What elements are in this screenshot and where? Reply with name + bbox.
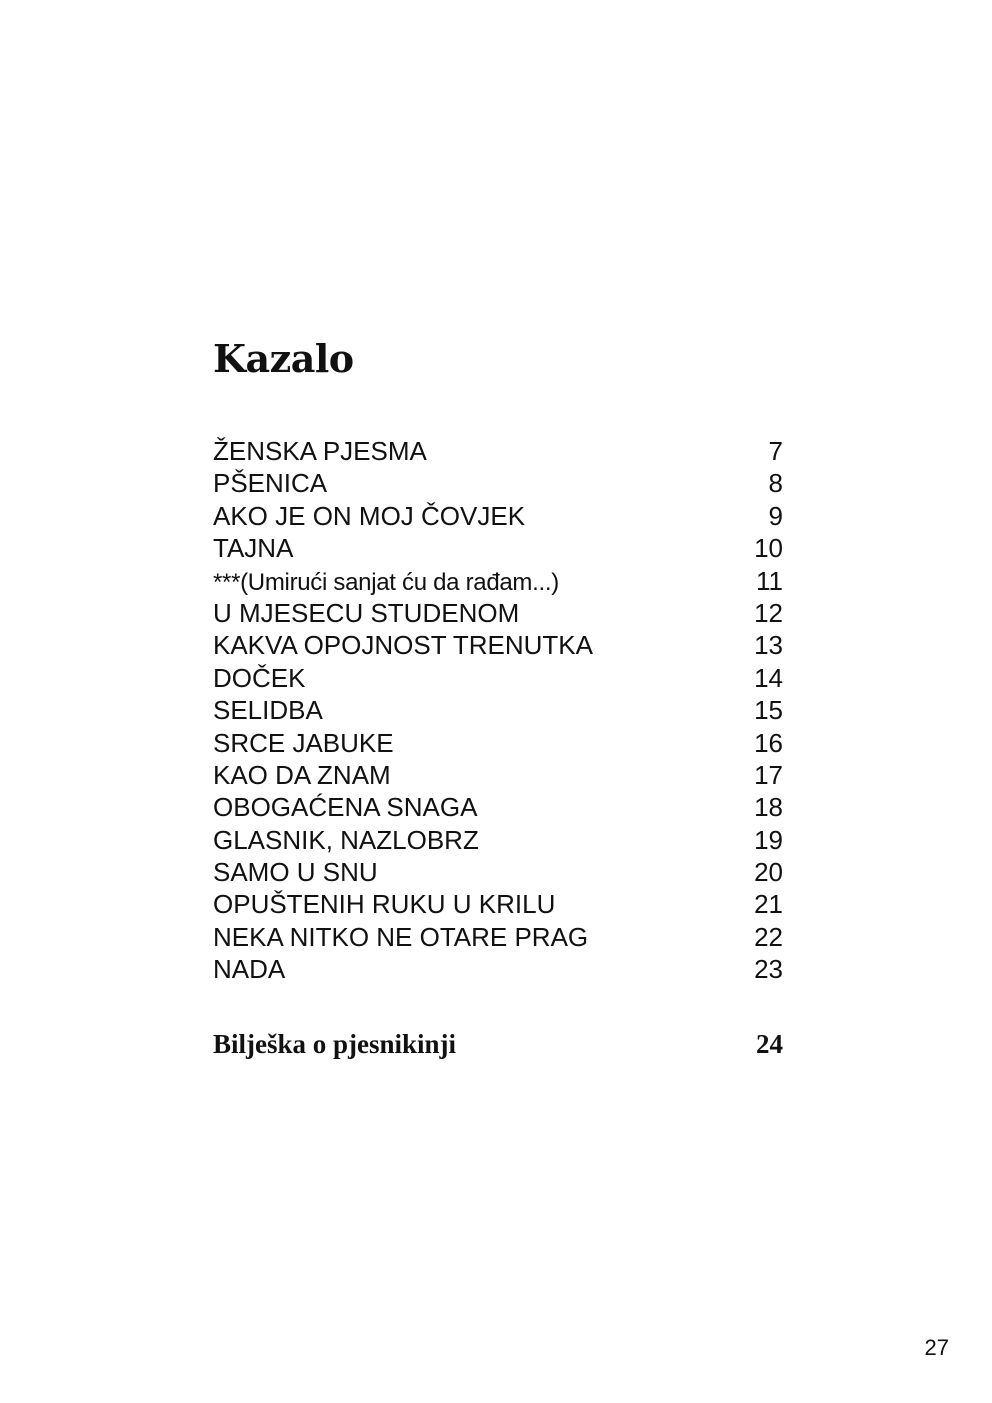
toc-entry (213, 435, 783, 467)
toc-entry-title: AKO JE ON MOJ ČOVJEK (213, 500, 526, 531)
toc-entry-title: PŠENICA (213, 468, 328, 499)
toc-entry-page: 7 (768, 436, 783, 466)
toc-entry (213, 532, 783, 564)
toc-entry-title: GLASNIK, NAZLOBRZ (213, 824, 479, 855)
author-note-entry (213, 1026, 783, 1062)
toc-entry-page: 16 (754, 727, 783, 758)
toc-entry (213, 856, 783, 888)
toc-entry (213, 953, 783, 985)
toc-entry (213, 565, 783, 597)
author-note-page: 24 (756, 1029, 783, 1059)
toc-entry-title: DOČEK (213, 662, 306, 693)
toc-entry-page: 17 (754, 759, 783, 790)
toc-entry-page: 8 (768, 468, 783, 499)
toc-entry (213, 727, 783, 759)
toc-entry-title: ŽENSKA PJESMA (213, 436, 427, 466)
toc-entry-page: 18 (754, 792, 783, 823)
toc-entry-title: OPUŠTENIH RUKU U KRILU (213, 889, 556, 920)
toc-entry-title: OBOGAĆENA SNAGA (213, 792, 478, 823)
toc-entry-title: SAMO U SNU (213, 857, 378, 888)
toc-entry-page: 15 (754, 695, 783, 726)
table-of-contents (213, 435, 783, 986)
toc-entry-page: 22 (754, 921, 783, 952)
toc-entry-title: NEKA NITKO NE OTARE PRAG (213, 921, 589, 952)
toc-entry-page: 14 (754, 662, 783, 693)
page-number: 27 (924, 1335, 949, 1360)
toc-entry-page: 23 (754, 954, 783, 985)
toc-entry-title: ***(Umirući sanjat ću da rađam...) (213, 568, 559, 596)
toc-entry (213, 662, 783, 694)
toc-entry-title: TAJNA (213, 533, 294, 564)
toc-entry (213, 597, 783, 629)
toc-entry-page: 12 (754, 597, 783, 628)
author-note-title: Bilješka o pjesnikinji (213, 1029, 457, 1059)
toc-entry (213, 500, 783, 532)
toc-entry-page: 20 (754, 857, 783, 888)
toc-entry-title: KAKVA OPOJNOST TRENUTKA (213, 630, 593, 661)
toc-entry-title: KAO DA ZNAM (213, 759, 391, 790)
toc-entry-page: 13 (754, 630, 783, 661)
toc-entry (213, 759, 783, 791)
toc-entry (213, 694, 783, 726)
toc-entry (213, 888, 783, 920)
toc-entry (213, 824, 783, 856)
toc-entry (213, 921, 783, 953)
toc-entry-page: 10 (754, 533, 783, 564)
toc-entry (213, 629, 783, 661)
page-title: Kazalo (213, 336, 354, 381)
toc-entry-title: NADA (213, 954, 286, 985)
toc-entry-title: SRCE JABUKE (213, 727, 394, 758)
toc-entry (213, 791, 783, 823)
toc-entry (213, 467, 783, 499)
toc-entry-page: 21 (754, 889, 783, 920)
toc-entry-page: 11 (756, 565, 783, 596)
toc-entry-page: 9 (768, 500, 783, 531)
toc-entry-title: SELIDBA (213, 695, 323, 726)
toc-entry-page: 19 (754, 824, 783, 855)
toc-entry-title: U MJESECU STUDENOM (213, 597, 520, 628)
